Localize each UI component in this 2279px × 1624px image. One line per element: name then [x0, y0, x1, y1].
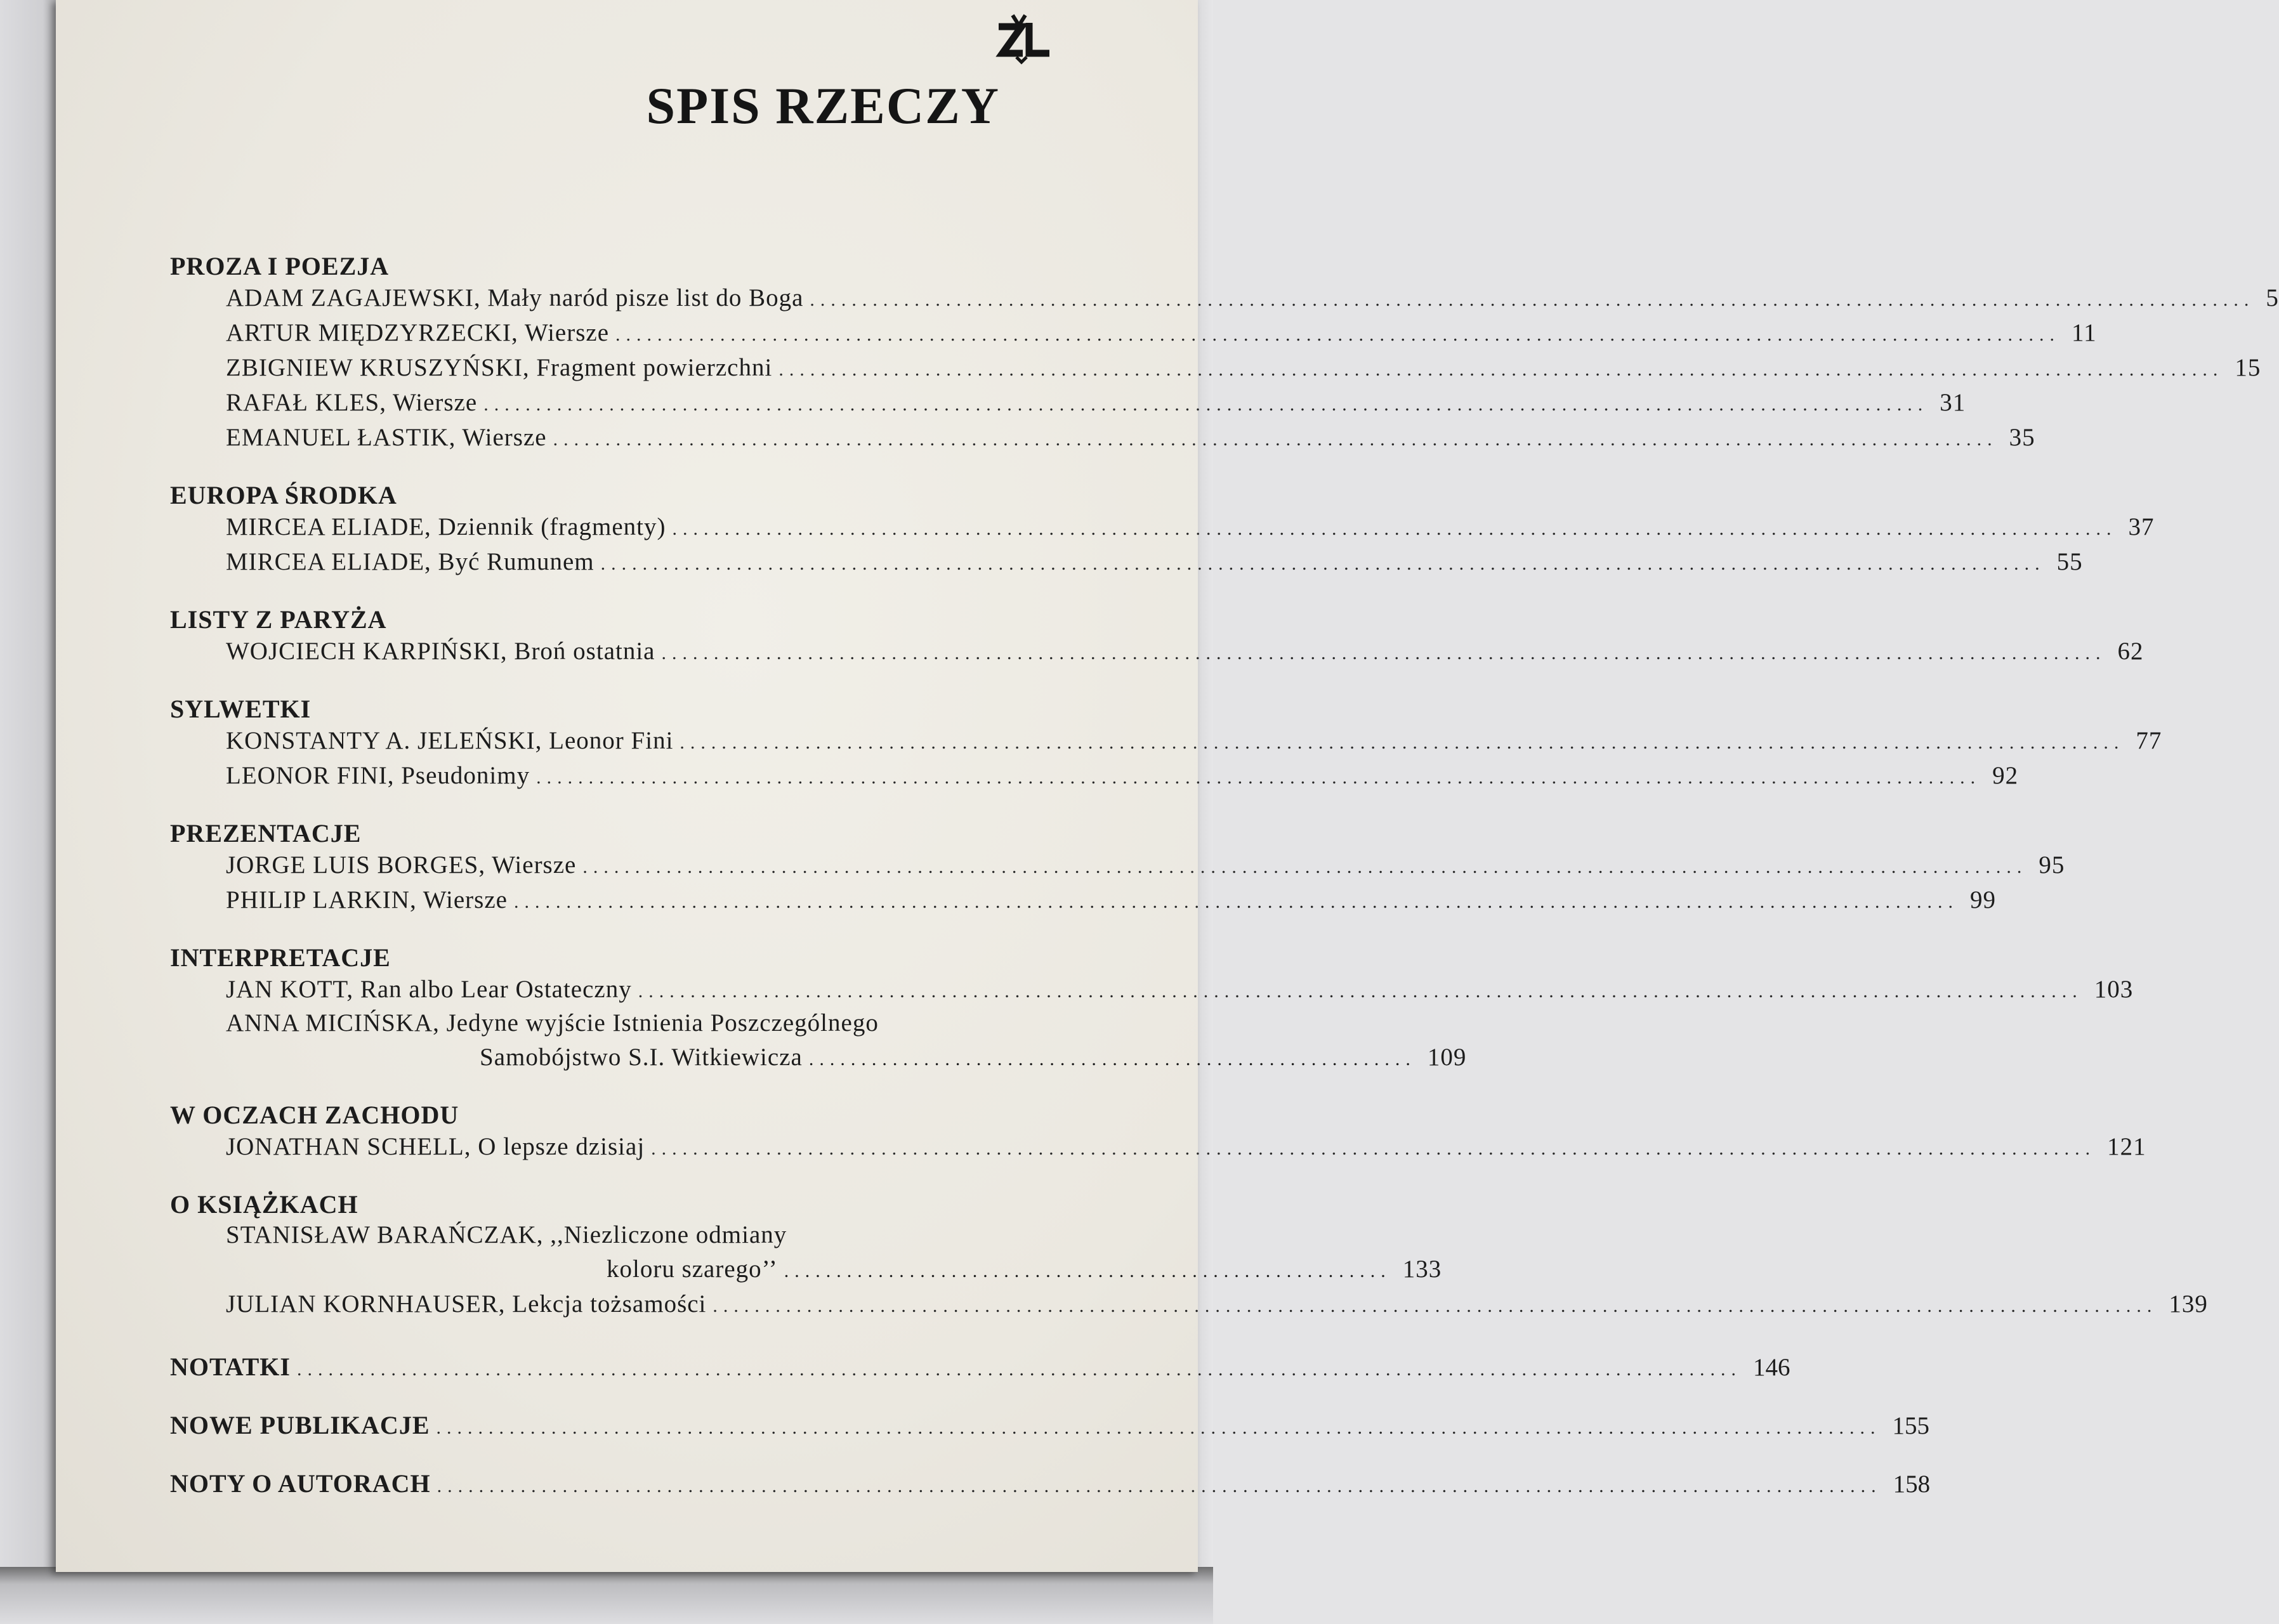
toc-entry [170, 509, 2155, 544]
toc-section [170, 1190, 2208, 1321]
entry-title: RAFAŁ KLES, Wiersze [226, 389, 478, 416]
table-of-contents [170, 252, 2279, 1523]
toc-entry-wrapped [170, 1007, 1467, 1075]
page-number: 103 [2094, 976, 2134, 1003]
section-heading: SYLWETKI [170, 695, 312, 723]
section-heading: NOTATKI [170, 1352, 291, 1381]
page-number: 109 [1427, 1044, 1467, 1071]
toc-section [170, 1101, 2146, 1164]
toc-section [170, 943, 2134, 1075]
page-number: 35 [2009, 424, 2035, 451]
toc-entry [170, 723, 2162, 758]
book-page [56, 0, 2279, 1572]
page-number: 139 [2169, 1290, 2208, 1318]
entry-title: ARTUR MIĘDZYRZECKI, Wiersze [226, 319, 610, 346]
entry-title-line1: ANNA MICIŃSKA, Jedyne wyjście Istnienia Poszczególnego [226, 1009, 879, 1037]
page-number: 77 [2136, 727, 2162, 754]
table-surface-left [0, 0, 61, 1624]
page-number: 37 [2128, 513, 2155, 540]
toc-entry [170, 385, 1966, 420]
page-number: 11 [2072, 319, 2097, 346]
section-heading: LISTY Z PARYŻA [170, 605, 387, 634]
toc-entry [170, 758, 2019, 793]
toc-section [170, 252, 2279, 455]
dot-leader [615, 317, 2060, 352]
entry-title: ZBIGNIEW KRUSZYŃSKI, Fragment powierzchni [226, 354, 773, 381]
toc-entry [170, 634, 2144, 669]
toc-entry [170, 544, 2083, 579]
entry-title-line2-row [226, 1252, 1442, 1287]
dot-leader [514, 884, 1959, 919]
entry-title-line2-row [226, 1040, 1467, 1075]
dot-leader [582, 849, 2027, 884]
dot-leader [713, 1288, 2157, 1323]
toc-section [170, 819, 2065, 917]
toc-entry [170, 1287, 2208, 1321]
toc-entry [170, 315, 2097, 350]
entry-title: MIRCEA ELIADE, Dziennik (fragmenty) [226, 513, 666, 540]
entry-title-line1: STANISŁAW BARAŃCZAK, ,,Niezliczone odmiany [226, 1221, 787, 1248]
toc-top-entry [170, 1348, 1790, 1386]
toc-entry-wrapped [170, 1219, 1442, 1287]
toc-entry [170, 350, 2261, 385]
entry-title: JAN KOTT, Ran albo Lear Ostateczny [226, 976, 632, 1003]
dot-leader [483, 387, 1928, 422]
toc-entry [170, 972, 2134, 1007]
entry-title: LEONOR FINI, Pseudonimy [226, 762, 530, 789]
entry-title: EMANUEL ŁASTIK, Wiersze [226, 424, 547, 451]
page-number: 155 [1892, 1412, 1929, 1439]
page-number: 5 [2266, 284, 2279, 311]
entry-title: MIRCEA ELIADE, Być Rumunem [226, 548, 594, 575]
page-number: 133 [1402, 1255, 1442, 1283]
toc-section [170, 695, 2162, 793]
dot-leader [810, 282, 2254, 317]
page-title: SPIS RZECZY [646, 77, 1000, 134]
table-surface-bottom [0, 1567, 1213, 1624]
entry-title: JORGE LUIS BORGES, Wiersze [226, 851, 577, 879]
dot-leader [651, 1131, 2096, 1166]
dot-leader: .......................................................... [784, 1261, 1391, 1281]
page-number: 55 [2056, 548, 2083, 575]
page-number: 15 [2235, 354, 2261, 381]
section-heading: W OCZACH ZACHODU [170, 1101, 459, 1129]
page-number: 31 [1940, 389, 1966, 416]
page-number: 158 [1893, 1470, 1931, 1498]
toc-section [170, 605, 2144, 669]
toc-top-entry [170, 1406, 1929, 1444]
toc-entry [170, 1129, 2146, 1164]
entry-title: PHILIP LARKIN, Wiersze [226, 886, 508, 914]
toc-entry [170, 420, 2035, 455]
toc-entry [170, 848, 2065, 882]
dot-leader [536, 760, 1981, 795]
section-heading: INTERPRETACJE [170, 943, 391, 972]
entry-title-line2: Samobójstwo S.I. Witkiewicza [480, 1044, 803, 1071]
toc-top-entry [170, 1465, 1931, 1503]
entry-title: WOJCIECH KARPIŃSKI, Broń ostatnia [226, 638, 655, 665]
dot-leader [661, 636, 2106, 671]
toc-entry [170, 882, 1996, 917]
dot-leader [437, 1409, 1881, 1447]
dot-leader [553, 422, 1998, 457]
entry-title-line2: koloru szarego’’ [607, 1255, 778, 1283]
page-number: 99 [1969, 886, 1996, 914]
page-number: 92 [1992, 762, 2019, 789]
section-heading: NOWE PUBLIKACJE [170, 1411, 430, 1439]
dot-leader [673, 511, 2117, 546]
publisher-logo [994, 13, 1054, 63]
entry-title: ADAM ZAGAJEWSKI, Mały naród pisze list do Boga [226, 284, 804, 311]
entry-title: JONATHAN SCHELL, O lepsze dzisiaj [226, 1133, 645, 1160]
toc-section [170, 481, 2155, 579]
page-number: 121 [2107, 1133, 2146, 1160]
page-number: 95 [2039, 851, 2065, 879]
section-heading: O KSIĄŻKACH [170, 1190, 358, 1219]
dot-leader [437, 1467, 1882, 1505]
dot-leader [601, 546, 2046, 581]
section-heading: PREZENTACJE [170, 819, 362, 848]
section-heading: NOTY O AUTORACH [170, 1469, 431, 1498]
dot-leader [297, 1351, 1742, 1389]
page-number: 146 [1753, 1354, 1790, 1381]
dot-leader [680, 725, 2124, 760]
dot-leader: .......................................................... [808, 1049, 1416, 1070]
dot-leader [638, 974, 2083, 1009]
entry-title: JULIAN KORNHAUSER, Lekcja tożsamości [226, 1290, 707, 1318]
dot-leader [778, 352, 2223, 387]
toc-entry [170, 280, 2279, 315]
entry-title: KONSTANTY A. JELEŃSKI, Leonor Fini [226, 727, 674, 754]
section-heading: EUROPA ŚRODKA [170, 481, 397, 509]
page-number: 62 [2117, 638, 2144, 665]
section-heading: PROZA I POEZJA [170, 252, 390, 280]
